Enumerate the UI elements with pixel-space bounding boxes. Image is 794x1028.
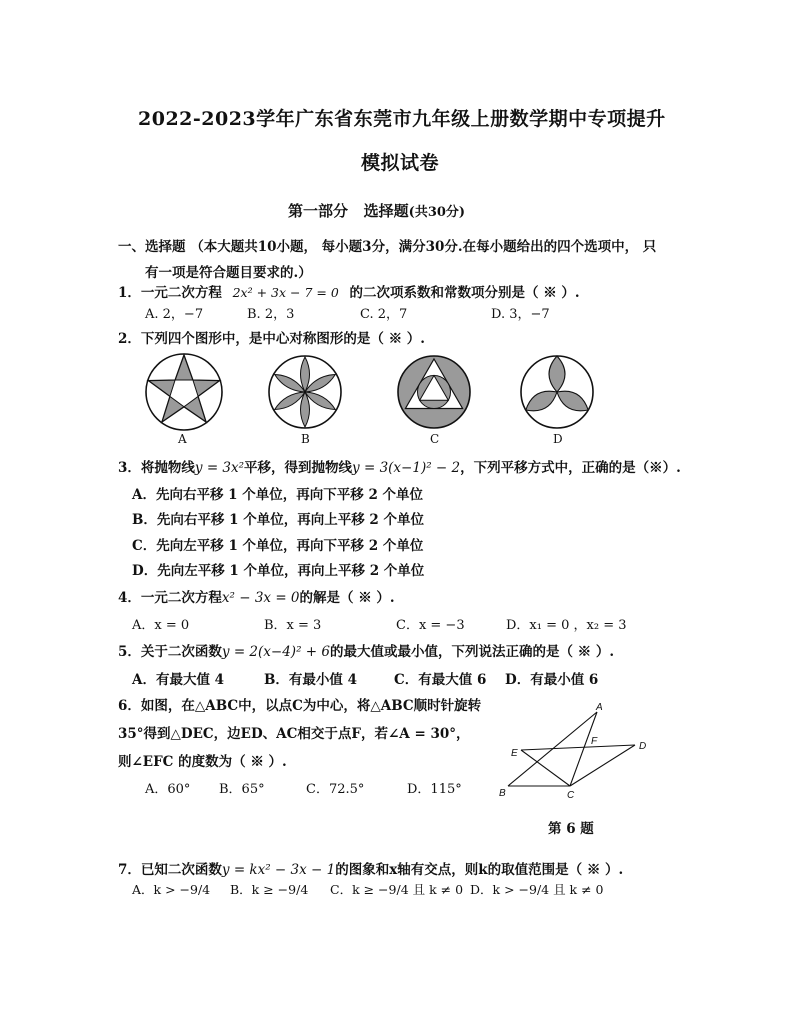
question-3-text-c: ，下列平移方式中，正确的是（※）. xyxy=(460,460,681,476)
question-2-stem: 2．下列四个图形中，是中心对称图形的是（ ※ ）. xyxy=(118,331,425,347)
point-label-a: A xyxy=(596,702,603,713)
question-5-option-d: D．有最小值 6 xyxy=(505,672,599,688)
question-5-text-a: 5．关于二次函数 xyxy=(118,644,222,660)
question-3-option-c: C．先向左平移 1 个单位，再向下平移 2 个单位 xyxy=(132,538,424,554)
section-score: (共30分) xyxy=(408,205,466,220)
question-6-caption: 第 6 题 xyxy=(548,821,594,837)
question-6-figure xyxy=(490,700,670,810)
question-6-option-b: B．65° xyxy=(219,782,265,797)
figure-b-petals xyxy=(269,356,341,428)
question-4-text-b: 的解是（ ※ ）. xyxy=(299,590,395,606)
figure-label-d: D xyxy=(553,432,563,446)
question-7-option-d: D．k > −9/4 且 k ≠ 0 xyxy=(470,882,604,897)
figure-label-b: B xyxy=(301,432,310,446)
question-7-option-c: C．k ≥ −9/4 且 k ≠ 0 xyxy=(330,882,464,897)
question-4-option-d: D．x₁ = 0 ，x₂ = 3 xyxy=(506,618,627,633)
figure-a-star xyxy=(146,354,222,430)
question-6-option-c: C．72.5° xyxy=(306,782,365,797)
question-3-text-b: 平移，得到抛物线 xyxy=(244,460,353,476)
question-5-option-a: A．有最大值 4 xyxy=(132,672,225,688)
question-1-option-a: A. 2，−7 xyxy=(145,307,204,322)
question-4-option-c: C．x = −3 xyxy=(396,618,465,633)
point-label-e: E xyxy=(511,748,518,759)
question-4-stem xyxy=(118,586,395,606)
instructions-line2: 有一项是符合题目要求的.） xyxy=(145,265,312,281)
question-2-figures xyxy=(140,350,610,450)
point-label-f: F xyxy=(591,736,598,747)
question-6-line2: 35°得到△DEC，边ED、AC相交于点F，若∠A = 30°， xyxy=(118,726,470,742)
question-5-option-b: B．有最小值 4 xyxy=(264,672,358,688)
question-5-text-b: 的最大值或最小值，下列说法正确的是（ ※ ）. xyxy=(329,644,615,660)
question-6-line3: 则∠EFC 的度数为（ ※ ）. xyxy=(118,754,287,770)
question-3-eq2: y = 3(x−1)² − 2 xyxy=(352,460,461,476)
question-1-stem xyxy=(118,281,580,301)
figure-c-triangle xyxy=(398,356,470,428)
question-3-text-a: 3．将抛物线 xyxy=(118,460,195,476)
figure-label-c: C xyxy=(430,432,440,446)
question-7-option-b: B．k ≥ −9/4 xyxy=(230,882,309,897)
page-title: 2022-2023学年广东省东莞市九年级上册数学期中专项提升 xyxy=(138,108,666,130)
question-1-option-d: D. 3，−7 xyxy=(491,307,550,322)
page-title-line2: 模拟试卷 xyxy=(361,152,440,174)
question-7-text-b: 的图象和x轴有交点，则k的取值范围是（ ※ ）. xyxy=(335,862,624,878)
question-4-text-a: 4．一元二次方程 xyxy=(118,590,222,606)
question-3-option-b: B．先向右平移 1 个单位，再向上平移 2 个单位 xyxy=(132,512,424,528)
question-7-stem xyxy=(118,858,623,878)
question-1-option-c: C. 2，7 xyxy=(360,307,408,322)
question-4-option-b: B．x = 3 xyxy=(264,618,322,633)
question-1-option-b: B. 2，3 xyxy=(247,307,295,322)
question-3-option-a: A．先向右平移 1 个单位，再向下平移 2 个单位 xyxy=(132,487,424,503)
instructions-line1: 一、选择题 （本大题共10小题， 每小题3分，满分30分.在每小题给出的四个选项中， 只 xyxy=(118,239,657,255)
question-5-equation: y = 2(x−4)² + 6 xyxy=(221,644,330,660)
question-7-equation: y = kx² − 3x − 1 xyxy=(221,862,336,878)
question-1-equation: 2x² + 3x − 7 = 0 xyxy=(232,285,339,300)
section-name: 第一部分 选择题 xyxy=(288,202,409,220)
point-label-d: D xyxy=(639,741,647,752)
question-1-text-b: 的二次项系数和常数项分别是（ ※ ）. xyxy=(349,285,580,301)
question-3-stem xyxy=(118,456,681,476)
question-7-text-a: 7．已知二次函数 xyxy=(118,862,222,878)
question-1-text-a: 1．一元二次方程 xyxy=(118,285,222,301)
point-label-b: B xyxy=(499,788,506,799)
segment-ed xyxy=(521,745,635,750)
question-4-equation: x² − 3x = 0 xyxy=(221,590,300,606)
section-title xyxy=(288,200,465,221)
segment-cd xyxy=(570,745,635,786)
question-4-option-a: A．x = 0 xyxy=(132,618,190,633)
question-6-option-d: D．115° xyxy=(407,782,462,797)
figure-label-a: A xyxy=(178,432,187,446)
question-6-line1: 6．如图，在△ABC中，以点C为中心，将△ABC顺时针旋转 xyxy=(118,698,482,714)
figure-d-three-petals xyxy=(521,356,593,428)
question-3-eq1: y = 3x² xyxy=(194,460,245,476)
point-label-c: C xyxy=(567,790,575,801)
question-7-option-a: A．k > −9/4 xyxy=(132,882,211,897)
question-5-stem xyxy=(118,640,614,660)
question-3-option-d: D．先向左平移 1 个单位，再向上平移 2 个单位 xyxy=(132,563,425,579)
question-6-option-a: A．60° xyxy=(145,782,191,797)
question-5-option-c: C．有最大值 6 xyxy=(394,672,487,688)
